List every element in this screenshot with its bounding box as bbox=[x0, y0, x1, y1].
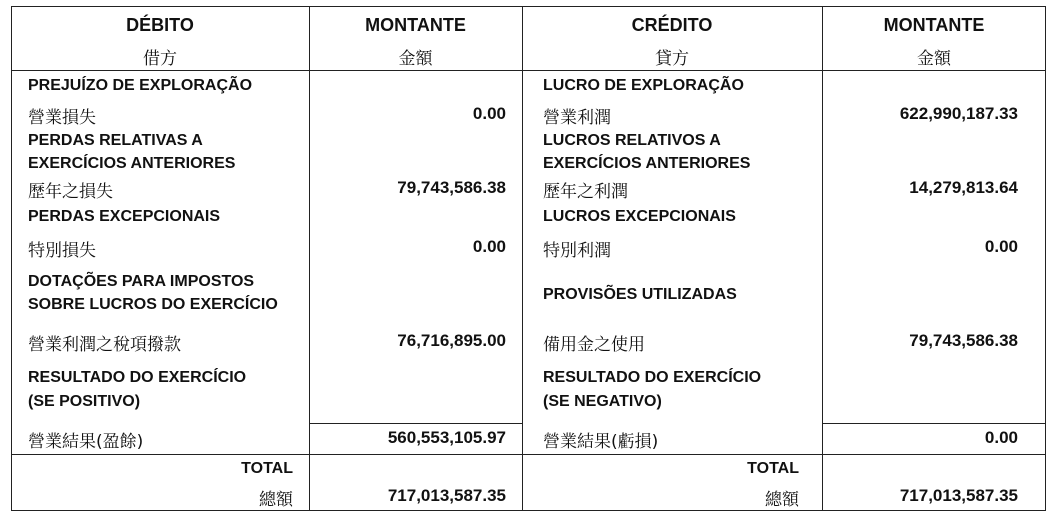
credit-row-amount: 0.00 bbox=[984, 428, 1018, 447]
credit-amount-header: MONTANTE bbox=[883, 15, 985, 35]
credit-amount-header-zh: 金額 bbox=[917, 49, 951, 69]
credit-row-label-zh: 歷年之利潤 bbox=[543, 182, 628, 202]
debit-subtotal-rule bbox=[309, 423, 522, 424]
credit-row-label-zh: 備用金之使用 bbox=[543, 335, 645, 355]
credit-row-label: (SE NEGATIVO) bbox=[543, 393, 662, 410]
credit-subtotal-rule bbox=[822, 423, 1046, 424]
credit-total-label: TOTAL bbox=[747, 460, 799, 477]
debit-row-label-zh: 營業利潤之稅項撥款 bbox=[28, 335, 181, 355]
debit-row-amount: 0.00 bbox=[472, 104, 506, 123]
credit-total-amount: 717,013,587.35 bbox=[899, 486, 1018, 505]
total-divider bbox=[11, 454, 1046, 455]
header-divider bbox=[11, 70, 1046, 71]
debit-row-label: PERDAS RELATIVAS A bbox=[28, 132, 203, 149]
credit-total-label-zh: 總額 bbox=[765, 490, 799, 510]
debit-row-label: EXERCÍCIOS ANTERIORES bbox=[28, 155, 236, 172]
column-divider bbox=[822, 6, 823, 511]
debit-row-label: DOTAÇÕES PARA IMPOSTOS bbox=[28, 273, 255, 290]
debit-row-amount: 560,553,105.97 bbox=[387, 428, 506, 447]
debit-row-label: PERDAS EXCEPCIONAIS bbox=[28, 208, 221, 225]
credit-header: CRÉDITO bbox=[631, 15, 713, 35]
debit-row-label: PREJUÍZO DE EXPLORAÇÃO bbox=[28, 77, 253, 94]
credit-row-label: LUCRO DE EXPLORAÇÃO bbox=[543, 77, 744, 94]
credit-row-amount: 14,279,813.64 bbox=[909, 178, 1018, 197]
debit-row-label: SOBRE LUCROS DO EXERCÍCIO bbox=[28, 296, 278, 313]
debit-header-zh: 借方 bbox=[143, 49, 177, 69]
debit-amount-header: MONTANTE bbox=[365, 15, 466, 35]
credit-row-label-zh: 營業利潤 bbox=[543, 108, 611, 128]
debit-row-amount: 0.00 bbox=[472, 237, 506, 256]
debit-row-amount: 79,743,586.38 bbox=[397, 178, 506, 197]
debit-total-amount: 717,013,587.35 bbox=[387, 486, 506, 505]
credit-header-zh: 貸方 bbox=[655, 49, 689, 69]
credit-row-amount: 79,743,586.38 bbox=[909, 331, 1018, 350]
credit-row-label: RESULTADO DO EXERCÍCIO bbox=[543, 369, 762, 386]
column-divider bbox=[522, 6, 523, 511]
column-divider bbox=[309, 6, 310, 511]
debit-total-label-zh: 總額 bbox=[259, 490, 293, 510]
debit-total-label: TOTAL bbox=[241, 460, 293, 477]
debit-row-label-zh: 特別損失 bbox=[28, 241, 96, 261]
credit-row-label: LUCROS EXCEPCIONAIS bbox=[543, 208, 736, 225]
debit-row-label-zh: 營業損失 bbox=[28, 108, 96, 128]
credit-row-label-zh: 營業結果(虧損) bbox=[543, 432, 659, 452]
debit-row-label-zh: 營業結果(盈餘) bbox=[28, 432, 144, 452]
debit-row-label: RESULTADO DO EXERCÍCIO bbox=[28, 369, 247, 386]
debit-row-label-zh: 歷年之損失 bbox=[28, 182, 113, 202]
debit-amount-header-zh: 金額 bbox=[398, 49, 433, 69]
credit-row-amount: 622,990,187.33 bbox=[899, 104, 1018, 123]
credit-row-label: EXERCÍCIOS ANTERIORES bbox=[543, 155, 751, 172]
debit-row-label: (SE POSITIVO) bbox=[28, 393, 141, 410]
credit-row-label-zh: 特別利潤 bbox=[543, 241, 611, 261]
credit-row-amount: 0.00 bbox=[984, 237, 1018, 256]
debit-row-amount: 76,716,895.00 bbox=[397, 331, 506, 350]
credit-row-label: PROVISÕES UTILIZADAS bbox=[543, 286, 737, 303]
debit-header: DÉBITO bbox=[126, 15, 194, 35]
credit-row-label: LUCROS RELATIVOS A bbox=[543, 132, 721, 149]
